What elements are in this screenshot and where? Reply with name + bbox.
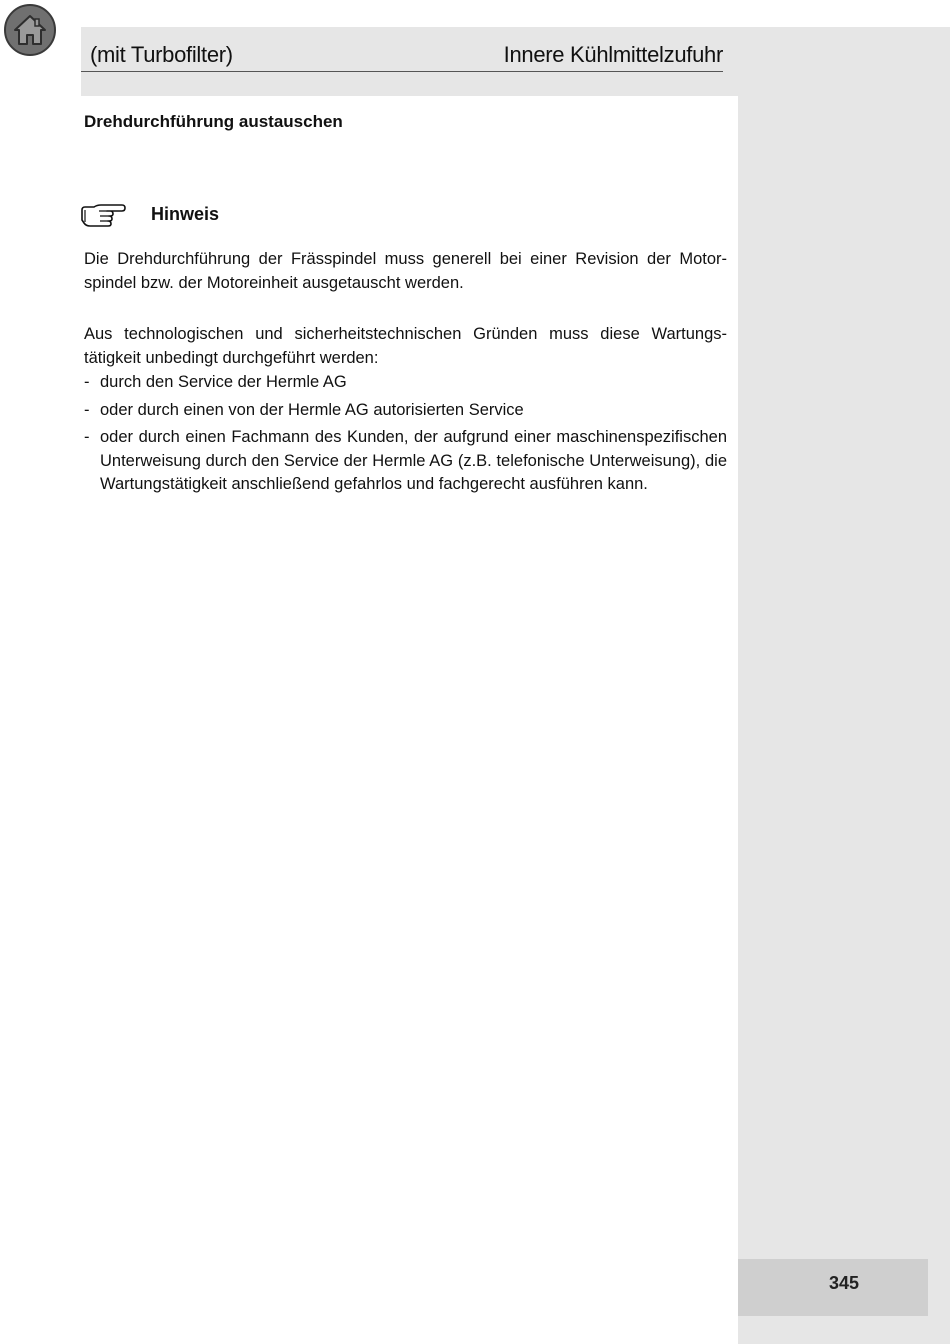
list-item: - oder durch einen Fachmann des Kunden, der aufgrund einer maschinenspezifischen Unterweisung durch den Service der Hermle AG (z.B. telefonische Unterweisung), die Wartungstätigkeit anschließend gefahrlos und fachgerecht ausführen kann. (84, 426, 727, 497)
intro-paragraph: Aus technologischen und sicherheitstechnischen Gründen muss diese Wartungs-tätigkeit unbedingt durchgeführt werden: (84, 325, 727, 367)
header-title: Innere Kühlmittelzufuhr (503, 42, 723, 67)
section-title: Drehdurchführung austauschen (84, 112, 343, 131)
home-icon (12, 13, 48, 47)
page-number: 345 (828, 1272, 860, 1293)
margin-band (738, 96, 950, 1344)
header-subtitle: (mit Turbofilter) (90, 42, 233, 67)
note-title: Hinweis (151, 204, 220, 224)
list-item: - durch den Service der Hermle AG (84, 371, 727, 395)
pointing-hand-icon (80, 202, 126, 228)
note-paragraph: Die Drehdurchführung der Frässpindel muss generell bei einer Revision der Motor-spindel bzw. der Motoreinheit ausgetauscht werden. (84, 250, 727, 292)
service-list (84, 371, 727, 501)
list-item: - oder durch einen von der Hermle AG autorisierten Service (84, 399, 727, 423)
home-button[interactable] (4, 4, 56, 56)
header-divider (81, 71, 723, 72)
